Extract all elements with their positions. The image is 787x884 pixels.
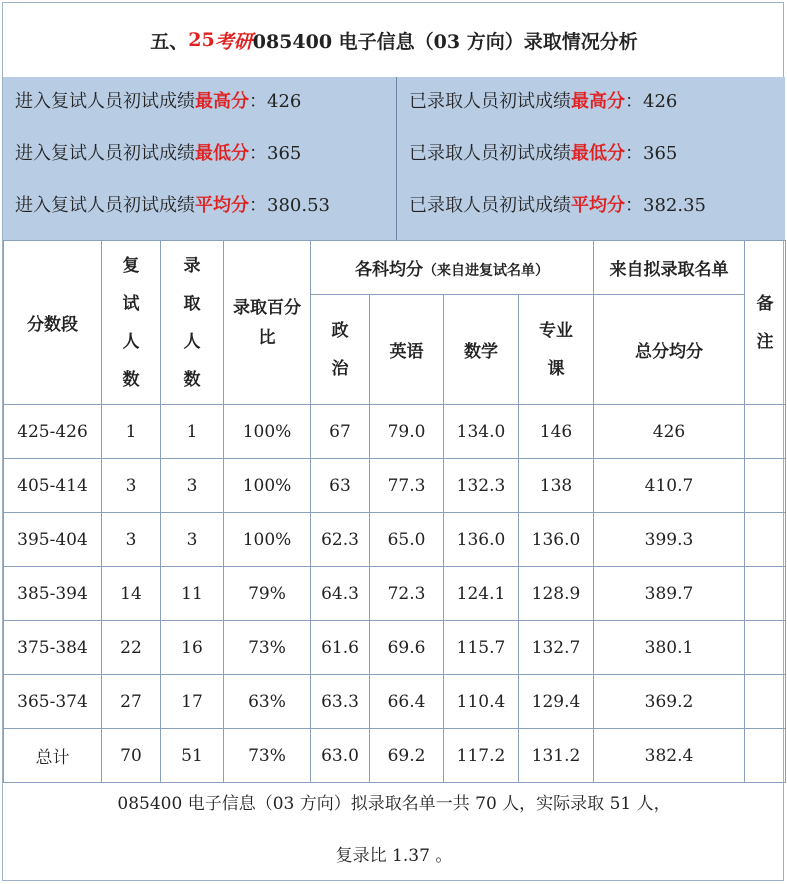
header-score-range: 分数段: [4, 241, 102, 405]
retest-summary: [3, 77, 397, 240]
table-cell: 17: [161, 675, 224, 729]
score-summary: [3, 77, 785, 241]
table-cell: 380.1: [594, 621, 745, 675]
table-cell: 132.7: [519, 621, 594, 675]
table-cell: 66.4: [370, 675, 444, 729]
table-cell: 395-404: [4, 513, 102, 567]
stat-text: ：426: [249, 91, 302, 112]
table-cell: 61.6: [311, 621, 370, 675]
table-cell: [745, 729, 786, 783]
summary-note: [3, 783, 785, 882]
table-cell: 389.7: [594, 567, 745, 621]
summary-line-2: 复录比 1.37 。: [335, 846, 453, 866]
table-cell: 64.3: [311, 567, 370, 621]
table-cell: 100%: [224, 459, 311, 513]
table-cell: 124.1: [444, 567, 519, 621]
header-english: 英语: [370, 295, 444, 405]
stat-text: ：365: [249, 143, 302, 164]
retest-min: [15, 139, 301, 165]
table-row: [4, 567, 786, 621]
retest-max: [15, 87, 301, 113]
table-cell: 425-426: [4, 405, 102, 459]
table-cell: 129.4: [519, 675, 594, 729]
table-cell: 375-384: [4, 621, 102, 675]
table-cell: 365-374: [4, 675, 102, 729]
total-row: [4, 729, 786, 783]
table-cell: 69.2: [370, 729, 444, 783]
table-row: [4, 459, 786, 513]
stat-text: 已录取人员初试成绩: [409, 143, 571, 164]
table-cell: 72.3: [370, 567, 444, 621]
table-cell: 385-394: [4, 567, 102, 621]
stat-text: 最低分: [195, 143, 249, 164]
stat-text: 最低分: [571, 143, 625, 164]
table-cell: 110.4: [444, 675, 519, 729]
title-prefix: 五、: [150, 30, 189, 53]
table-cell: [745, 405, 786, 459]
table-cell: 73%: [224, 621, 311, 675]
table-cell: 3: [161, 459, 224, 513]
header-subject-avg: 各科均分（来自进复试名单）: [311, 241, 594, 295]
table-cell: 27: [102, 675, 161, 729]
stat-text: 平均分: [195, 195, 249, 216]
admission-table: [3, 240, 786, 783]
header-retest-count: 复试人数: [102, 241, 161, 405]
page-title: [3, 3, 785, 78]
stat-text: 已录取人员初试成绩: [409, 195, 571, 216]
stat-text: 最高分: [195, 91, 249, 112]
table-cell: 132.3: [444, 459, 519, 513]
table-cell: [745, 567, 786, 621]
header-from-list: 来自拟录取名单: [594, 241, 745, 295]
table-cell: 136.0: [519, 513, 594, 567]
stat-text: ：365: [625, 143, 678, 164]
table-cell: 16: [161, 621, 224, 675]
report-frame: [2, 2, 784, 881]
table-cell: 1: [102, 405, 161, 459]
table-cell: 67: [311, 405, 370, 459]
table-cell: 136.0: [444, 513, 519, 567]
table-cell: 22: [102, 621, 161, 675]
table-row: [4, 405, 786, 459]
table-cell: 63.0: [311, 729, 370, 783]
table-cell: 128.9: [519, 567, 594, 621]
header-math: 数学: [444, 295, 519, 405]
table-cell: 131.2: [519, 729, 594, 783]
summary-line-1: 085400 电子信息（03 方向）拟录取名单一共 70 人，实际录取 51 人，: [117, 794, 671, 814]
table-cell: 79.0: [370, 405, 444, 459]
table-cell: 3: [161, 513, 224, 567]
table-cell: 115.7: [444, 621, 519, 675]
table-cell: [745, 621, 786, 675]
table-cell: 369.2: [594, 675, 745, 729]
title-year: 25: [188, 29, 215, 51]
table-row: [4, 513, 786, 567]
admitted-min: [409, 139, 677, 165]
table-cell: 70: [102, 729, 161, 783]
stat-text: 进入复试人员初试成绩: [15, 143, 195, 164]
table-cell: 51: [161, 729, 224, 783]
stat-text: 已录取人员初试成绩: [409, 91, 571, 112]
table-cell: [745, 675, 786, 729]
stat-text: 进入复试人员初试成绩: [15, 91, 195, 112]
stat-text: ：426: [625, 91, 678, 112]
header-politics: 政治: [311, 295, 370, 405]
table-cell: 69.6: [370, 621, 444, 675]
table-cell: [745, 513, 786, 567]
header-remark: 备注: [745, 241, 786, 405]
table-cell: 63%: [224, 675, 311, 729]
table-cell: 3: [102, 459, 161, 513]
table-cell: 426: [594, 405, 745, 459]
table-cell: 1: [161, 405, 224, 459]
table-cell: 382.4: [594, 729, 745, 783]
table-cell: 117.2: [444, 729, 519, 783]
header-row: [4, 241, 786, 295]
table-cell: 63.3: [311, 675, 370, 729]
table-cell: 62.3: [311, 513, 370, 567]
table-cell: 399.3: [594, 513, 745, 567]
table-cell: 405-414: [4, 459, 102, 513]
table-cell: [745, 459, 786, 513]
table-cell: 3: [102, 513, 161, 567]
stat-text: 最高分: [571, 91, 625, 112]
table-cell: 65.0: [370, 513, 444, 567]
table-cell: 138: [519, 459, 594, 513]
stat-text: 进入复试人员初试成绩: [15, 195, 195, 216]
table-cell: 14: [102, 567, 161, 621]
table-row: [4, 621, 786, 675]
header-major: 专业课: [519, 295, 594, 405]
table-cell: 100%: [224, 405, 311, 459]
title-kaoyan: 考研: [214, 30, 253, 53]
table-cell: 134.0: [444, 405, 519, 459]
table-cell: 73%: [224, 729, 311, 783]
title-rest: 085400 电子信息（03 方向）录取情况分析: [252, 30, 638, 53]
table-cell: 410.7: [594, 459, 745, 513]
table-cell: 11: [161, 567, 224, 621]
table-cell: 79%: [224, 567, 311, 621]
admitted-avg: [409, 191, 706, 217]
stat-text: 平均分: [571, 195, 625, 216]
admitted-max: [409, 87, 677, 113]
header-total-avg: 总分均分: [594, 295, 745, 405]
table-cell: 总计: [4, 729, 102, 783]
table-cell: 63: [311, 459, 370, 513]
header-admit-count: 录取人数: [161, 241, 224, 405]
table-row: [4, 675, 786, 729]
admitted-summary: [397, 77, 785, 240]
retest-avg: [15, 191, 330, 217]
table-cell: 100%: [224, 513, 311, 567]
stat-text: ：380.53: [249, 195, 330, 216]
stat-text: ：382.35: [625, 195, 706, 216]
header-admit-rate: 录取百分比: [224, 241, 311, 405]
table-cell: 146: [519, 405, 594, 459]
table-cell: 77.3: [370, 459, 444, 513]
